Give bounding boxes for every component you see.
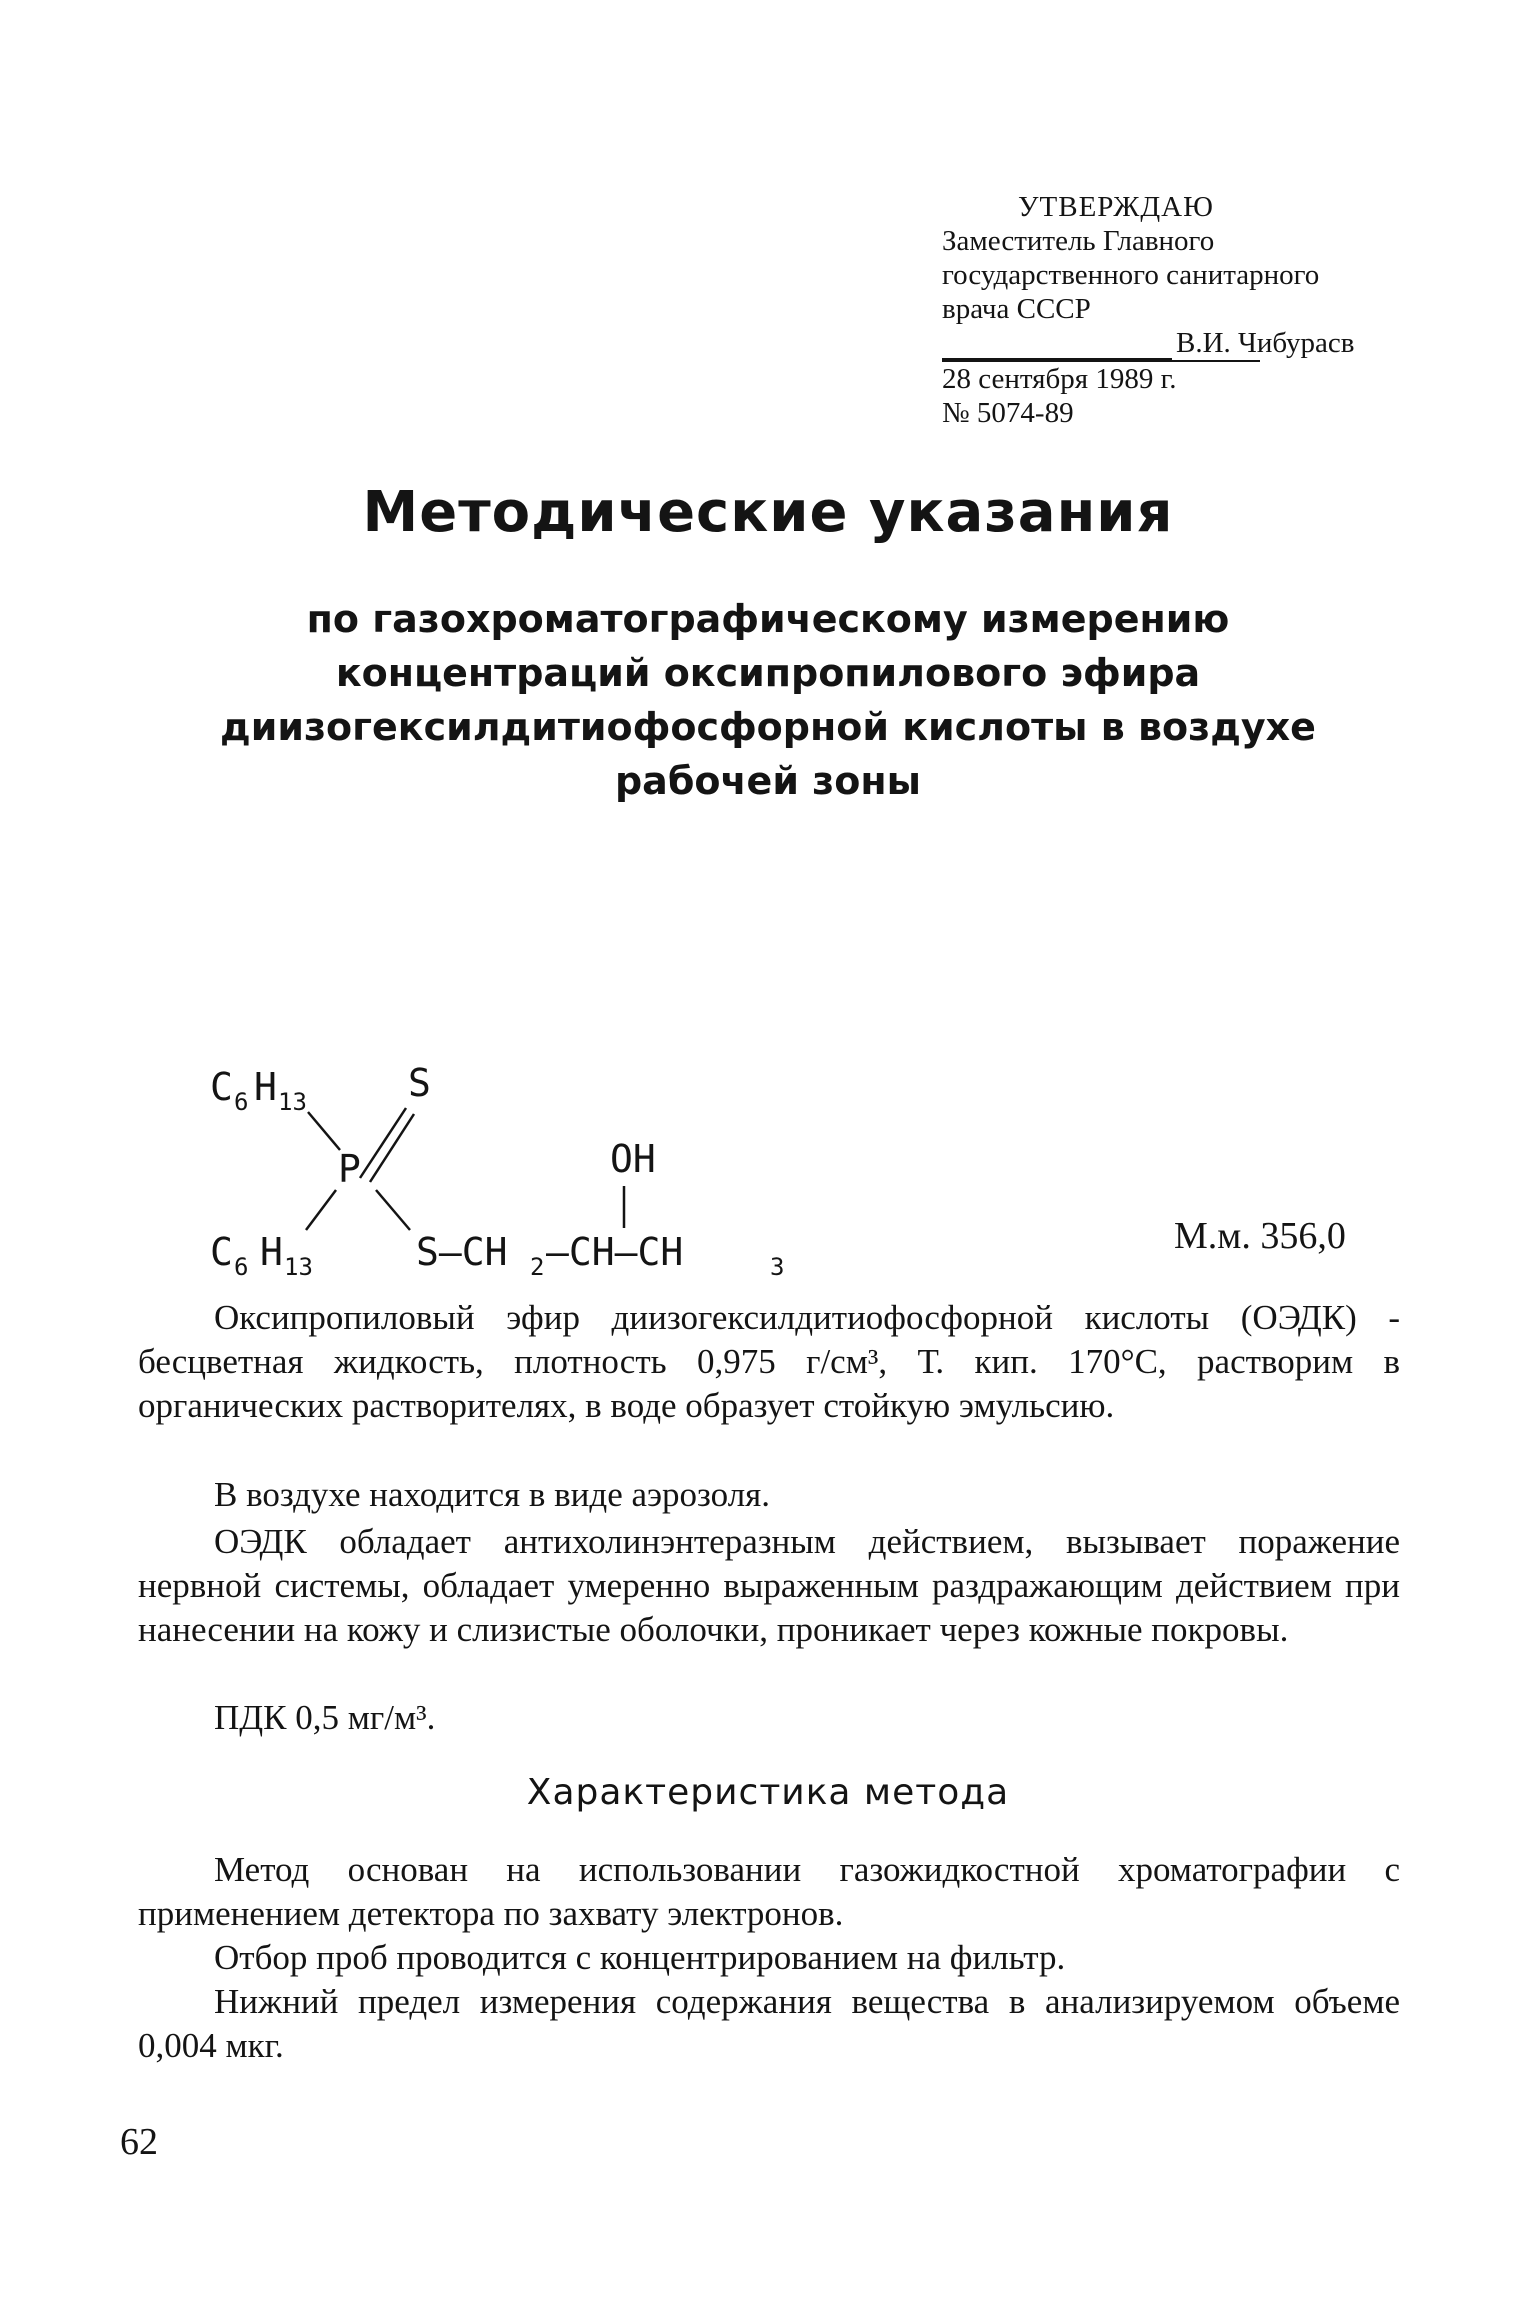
paragraph-toxicity [138, 1520, 1400, 1652]
formula-sulfur: S [408, 1061, 431, 1105]
formula-bond-bottom-left [306, 1190, 336, 1230]
page-number: 62 [120, 2121, 158, 2163]
paragraph-1: Оксипропиловый эфир диизогексилдитиофосфорной кислоты (ОЭДК) - бесцветная жидкость, плотность 0,975 г/см³, Т. кип. 170°С, растворим в органических растворителях, в воде образует стойкую эмульсию. [138, 1298, 1400, 1425]
page-title: Методические указания [362, 480, 1174, 545]
paragraph-5: Метод основан на использовании газожидкостной хроматографии с применением детектора по захвату электронов. [138, 1850, 1400, 1933]
formula-c-top: C [210, 1065, 233, 1109]
structural-formula [210, 1050, 910, 1280]
paragraph-method [138, 1848, 1400, 1936]
approval-date: 28 сентября 1989 г. [942, 360, 1260, 396]
approval-number: № 5074-89 [942, 397, 1074, 429]
paragraph-3: ОЭДК обладает антихолинэнтеразным действием, вызывает поражение нервной системы, обладает умеренно выраженным раздражающим действием при нанесении на кожу и слизистые оболочки, проникает через кожные покровы. [138, 1522, 1400, 1649]
formula-h-bottom: H [260, 1230, 283, 1274]
formula-phosphorus: P [338, 1147, 361, 1191]
position-line-2: государственного санитарного [942, 259, 1320, 291]
formula-sub6-bottom: 6 [234, 1253, 249, 1280]
formula-diagram [210, 1050, 910, 1280]
approval-block [942, 190, 1412, 430]
position-line-1: Заместитель Главного [942, 225, 1215, 257]
position-line-3: врача СССР [942, 293, 1091, 325]
signatory-name: В.И. Чибурасв [1176, 327, 1355, 359]
formula-double-bond-a [360, 1108, 406, 1178]
formula-bond-top [308, 1112, 340, 1150]
formula-sub13-top: 13 [278, 1088, 307, 1116]
paragraph-mac [138, 1696, 1400, 1740]
formula-hydroxyl: OH [610, 1137, 656, 1181]
formula-h-top: H [254, 1065, 277, 1109]
approve-word: УТВЕРЖДАЮ [1018, 191, 1214, 223]
paragraph-2: В воздухе находится в виде аэрозоля. [214, 1475, 771, 1514]
subtitle-line-2: концентраций оксипропилового эфира [335, 651, 1201, 695]
paragraph-7: Нижний предел измерения содержания вещества в анализируемом объеме 0,004 мкг. [138, 1982, 1400, 2065]
subtitle-line-3: диизогексилдитиофосфорной кислоты в воздухе [220, 705, 1316, 749]
signature-line [942, 326, 1412, 360]
paragraph-description [138, 1296, 1400, 1428]
formula-sub6-top: 6 [234, 1088, 249, 1116]
formula-chain-mid: —CH—CH [546, 1230, 684, 1274]
subtitle-line-4: рабочей зоны [614, 759, 921, 803]
paragraph-limit [138, 1980, 1400, 2068]
signature-blank [942, 332, 1172, 360]
molecular-mass: М.м. 356,0 [1174, 1215, 1346, 1257]
paragraph-aerosol [138, 1473, 1400, 1517]
paragraph-6: Отбор проб проводится с концентрированием на фильтр. [214, 1938, 1066, 1977]
formula-double-bond-b [370, 1114, 414, 1182]
subtitle-line-1: по газохроматографическому измерению [306, 597, 1230, 641]
formula-c-bottom: C [210, 1230, 233, 1274]
formula-sub13-bottom: 13 [284, 1253, 313, 1280]
section-heading: Характеристика метода [526, 1772, 1010, 1813]
formula-sub2: 2 [530, 1253, 545, 1280]
formula-sub3: 3 [770, 1253, 785, 1280]
paragraph-4: ПДК 0,5 мг/м³. [214, 1698, 436, 1737]
paragraph-sampling [138, 1936, 1400, 1980]
formula-bond-bottom-right [376, 1190, 410, 1230]
subtitle [160, 592, 1376, 808]
formula-chain-start: S—CH [416, 1230, 508, 1274]
